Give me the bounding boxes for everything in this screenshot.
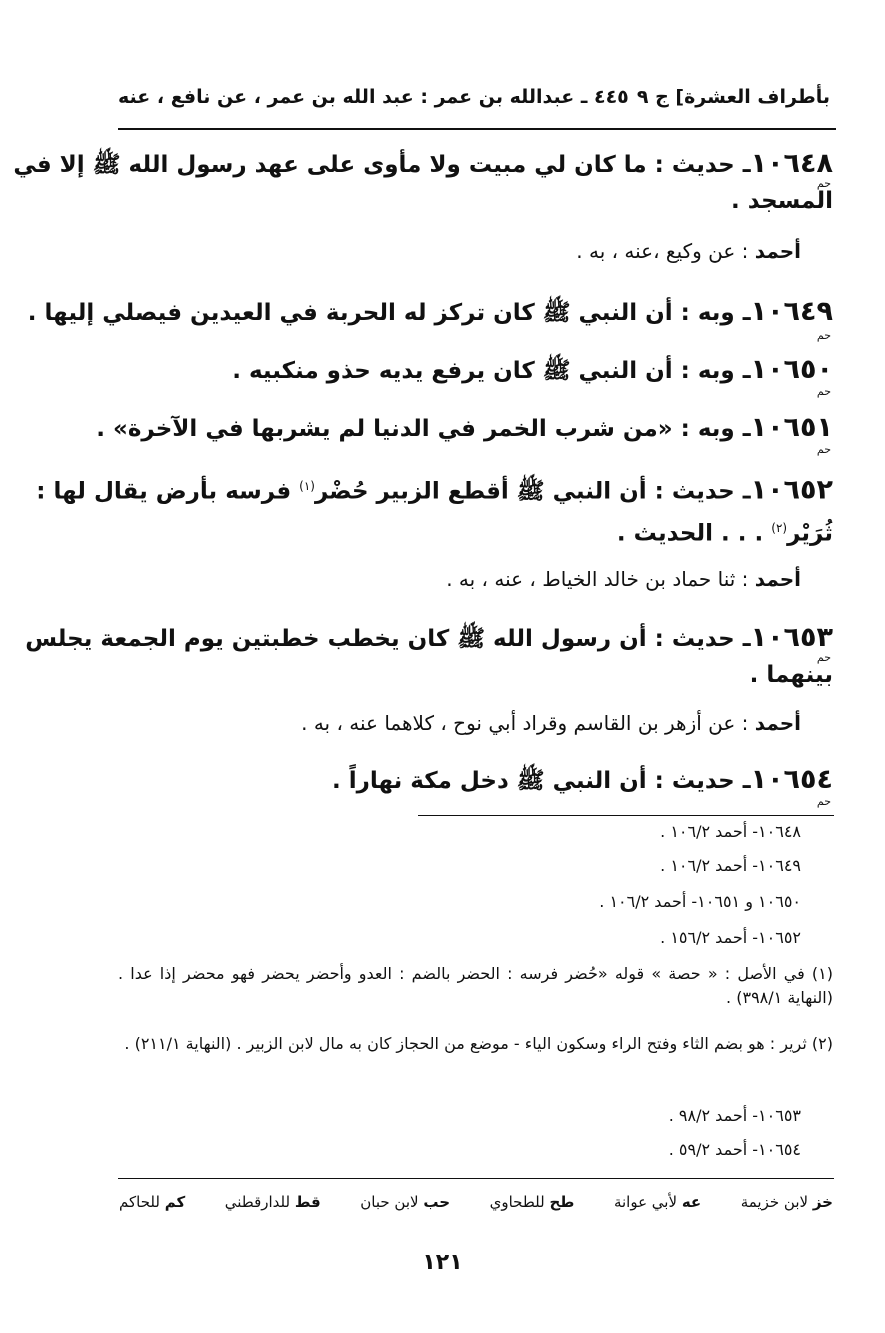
abbreviation-item: قط للدارقطني — [224, 1193, 321, 1211]
entry-line — [36, 468, 833, 510]
footnote-ref-line: ١٠٦٥٤- أحمد ٥٩/٢ . — [668, 1140, 801, 1159]
hadith-text: ثُرَيْر — [787, 520, 833, 547]
hadith-text: ـ وبه : أن النبي ﷺ كان تركز له الحربة في العيدين فيصلي إليها . — [27, 300, 751, 326]
footnote-ref-2[interactable]: (٢) — [771, 520, 788, 535]
footnote-1: (١) في الأصل : « حصة » قوله «حُضر فرسه : الحضر بالضم : العدو وأحضر يحضر فهو محضر إذا عدا . (النهاية ٣٩٨/١) . — [118, 964, 833, 1007]
source-line — [301, 708, 801, 738]
entry-line — [119, 183, 833, 219]
entry-10653 — [25, 620, 833, 693]
source-text: : عن أزهر بن القاسم وقراد أبي نوح ، كلاهما عنه ، به . — [301, 711, 749, 735]
entry-line — [13, 146, 833, 183]
entry-line — [119, 510, 833, 552]
header-rule — [118, 128, 836, 130]
hadith-text: المسجد . — [731, 188, 833, 214]
hadith-text: ـ حديث : أن النبي ﷺ دخل مكة نهاراً . — [331, 768, 751, 794]
hadith-number: ١٠٦٥٣ — [750, 622, 833, 653]
hadith-text: بينهما . — [749, 662, 833, 688]
hadith-text: . . . الحديث . — [616, 520, 772, 547]
hm-mark: حم — [816, 651, 831, 664]
entry-10651 — [96, 410, 833, 456]
header-chapter: ٤٤٥ ـ عبدالله بن عمر : عبد الله بن عمر ، عن نافع ، عنه — [118, 86, 629, 108]
hadith-text: ـ حديث : أن رسول الله ﷺ كان يخطب خطبتين يوم الجمعة يجلس — [25, 626, 751, 652]
entry-10654 — [119, 762, 833, 808]
footnote-ref-line: ١٠٦٥٢- أحمد ١٥٦/٢ . — [660, 928, 801, 947]
abbreviation-item: طح للطحاوي — [489, 1193, 575, 1211]
entry-line — [96, 410, 833, 447]
entry-10652 — [36, 468, 833, 551]
running-header — [118, 86, 830, 118]
source-name: أحمد — [754, 567, 801, 591]
hm-mark: حم — [816, 385, 831, 398]
footnote-ref-line: ١٠٦٥٠ و ١٠٦٥١- أحمد ١٠٦/٢ . — [599, 892, 801, 911]
footnote-2: (٢) ثرير : هو بضم الثاء وفتح الراء وسكون الياء - موضع من الحجاز كان به مال لابن الزبير . (النهاية ٢١١/١) . — [124, 1034, 833, 1053]
entry-10649 — [27, 294, 833, 342]
entry-line — [119, 352, 833, 389]
abbreviation-bar — [119, 1193, 833, 1221]
footnote-ref-line: ١٠٦٤٨- أحمد ١٠٦/٢ . — [660, 822, 801, 841]
hadith-number: ١٠٦٥١ — [750, 412, 833, 443]
hadith-text: ـ حديث : أن النبي ﷺ أقطع الزبير حُضْر — [314, 478, 751, 505]
abbreviation-rule — [118, 1178, 834, 1179]
source-name: أحمد — [754, 711, 801, 735]
hadith-number: ١٠٦٤٩ — [750, 296, 833, 327]
header-volume: بأطراف العشرة] ج ٩ — [636, 86, 830, 108]
source-text: : عن وكيع ،عنه ، به . — [576, 239, 749, 263]
abbreviation-item: حب لابن حبان — [360, 1193, 451, 1211]
hadith-text: ـ وبه : أن النبي ﷺ كان يرفع يديه حذو منكبيه . — [232, 358, 751, 384]
footnote-rule — [418, 815, 834, 816]
hm-mark: حم — [816, 177, 831, 190]
entry-10650 — [119, 352, 833, 398]
entry-10648 — [13, 146, 833, 219]
footnote-ref-line: ١٠٦٥٣- أحمد ٩٨/٢ . — [668, 1106, 801, 1125]
page-number: ١٢١ — [422, 1250, 463, 1275]
source-name: أحمد — [754, 239, 801, 263]
hadith-number: ١٠٦٤٨ — [750, 148, 833, 179]
hadith-number: ١٠٦٥٠ — [750, 354, 833, 385]
entry-line — [25, 620, 833, 657]
abbreviation-item: عه لأبي عوانة — [613, 1193, 702, 1211]
source-text: : ثنا حماد بن خالد الخياط ، عنه ، به . — [446, 567, 749, 591]
entry-line — [119, 657, 833, 693]
entry-line — [119, 762, 833, 799]
footnote-ref-1[interactable]: (١) — [299, 479, 315, 493]
hm-mark: حم — [816, 443, 831, 456]
footnote-ref-line: ١٠٦٤٩- أحمد ١٠٦/٢ . — [660, 856, 801, 875]
abbreviation-item: خز لابن خزيمة — [740, 1193, 833, 1211]
hadith-number: ١٠٦٥٢ — [750, 474, 833, 506]
abbreviation-item: كم للحاكم — [119, 1193, 186, 1211]
hm-mark: حم — [816, 795, 831, 808]
source-line — [576, 236, 801, 266]
entry-line — [27, 294, 833, 331]
hadith-text: ـ حديث : ما كان لي مبيت ولا مأوى على عهد رسول الله ﷺ إلا في — [13, 152, 751, 178]
hm-mark: حم — [816, 329, 831, 342]
hadith-text: فرسه بأرض يقال لها : — [36, 478, 300, 505]
hadith-number: ١٠٦٥٤ — [750, 764, 833, 795]
source-line — [446, 564, 801, 594]
hadith-text: ـ وبه : «من شرب الخمر في الدنيا لم يشربها في الآخرة» . — [96, 416, 751, 442]
